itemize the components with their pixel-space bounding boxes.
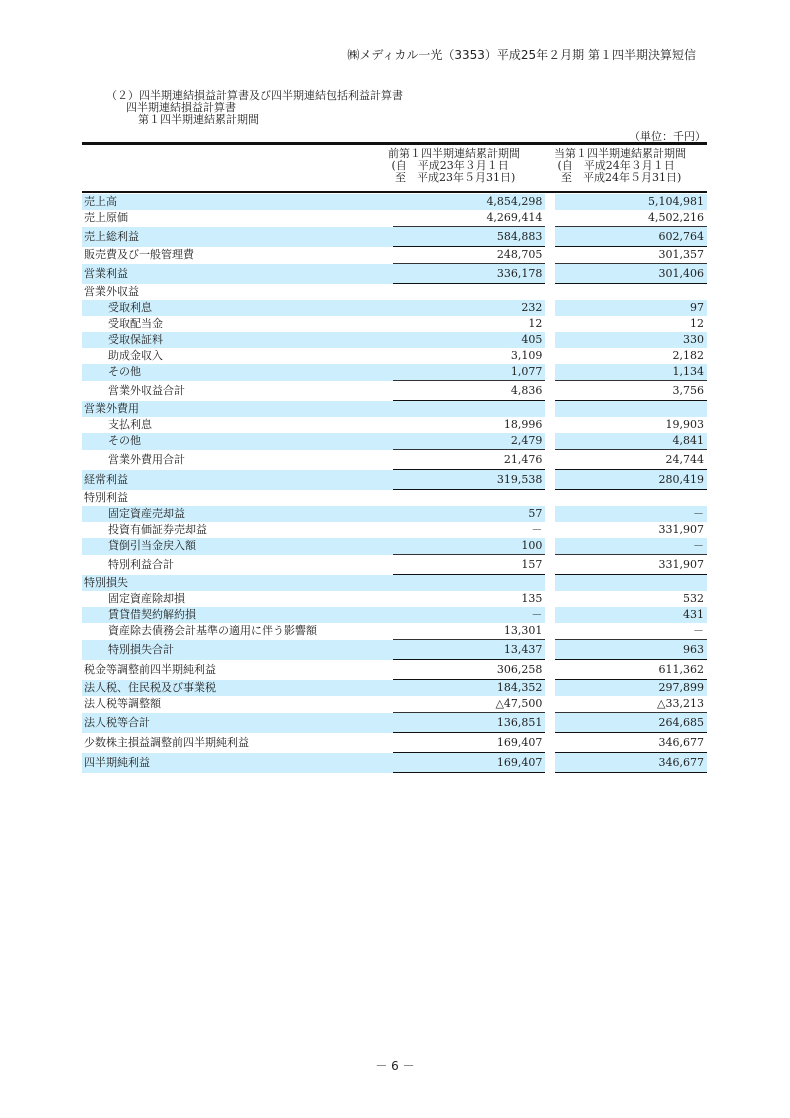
column-gap [545, 348, 554, 364]
income-statement-table [82, 194, 707, 773]
table-row [82, 381, 707, 401]
row-label: 特別利益合計 [108, 557, 174, 571]
row-label: 投資有価証券売却益 [108, 523, 207, 536]
column-gap [545, 640, 554, 660]
column-gap [545, 470, 554, 490]
curr-period-value: 301,357 [658, 248, 704, 261]
prev-period-value: 232 [393, 300, 545, 316]
row-label: 営業外費用 [82, 401, 393, 418]
curr-period-value: － [555, 538, 707, 555]
table-row [82, 210, 707, 227]
column-gap [545, 264, 554, 284]
column-gap [545, 607, 554, 623]
row-label: 経常利益 [82, 470, 393, 490]
row-label: 支払利息 [108, 418, 152, 431]
row-label: 売上原価 [84, 211, 128, 225]
row-label: 営業外収益合計 [108, 383, 185, 397]
column-gap [545, 522, 554, 538]
table-row [82, 364, 707, 381]
column-gap [545, 506, 554, 522]
table-row [82, 696, 707, 713]
row-label: 少数株主損益調整前四半期純利益 [84, 735, 249, 749]
prev-period-value [393, 575, 545, 592]
curr-period-value: 4,502,216 [648, 211, 704, 224]
curr-period-value: 3,756 [555, 381, 707, 401]
column-gap [545, 591, 554, 607]
curr-period-value: 280,419 [555, 470, 707, 490]
table-row [82, 316, 707, 332]
table-row [82, 753, 707, 773]
row-label: 法人税、住民税及び事業税 [82, 680, 393, 697]
unit-label: （単位：千円） [629, 130, 706, 143]
row-label: 営業利益 [82, 264, 393, 284]
column-gap [545, 401, 554, 418]
table-row [82, 401, 707, 418]
table-row [82, 660, 707, 680]
column-gap [545, 417, 554, 433]
row-label: 法人税等合計 [82, 713, 393, 733]
table-row [82, 538, 707, 555]
table-row [82, 522, 707, 538]
curr-period-value: 611,362 [555, 660, 707, 680]
prev-period-value: － [531, 523, 543, 536]
column-header-prev [388, 148, 558, 184]
row-label: 受取利息 [82, 300, 393, 316]
table-top-rule [82, 142, 707, 145]
prev-period-value: 4,836 [393, 381, 545, 401]
prev-period-value: 18,996 [503, 418, 543, 431]
curr-period-value: 19,903 [665, 418, 704, 431]
column-gap [545, 696, 554, 713]
curr-period-value: － [693, 624, 704, 637]
prev-period-value [393, 284, 545, 301]
table-row [82, 417, 707, 433]
table-row [82, 264, 707, 284]
column-gap [545, 300, 554, 316]
column-gap [545, 538, 554, 555]
table-row [82, 713, 707, 733]
curr-period-value: 330 [555, 332, 707, 348]
column-gap [545, 623, 554, 640]
column-header-line: 至 平成23年５月31日) [388, 171, 516, 184]
subsection-title: 四半期連結損益計算書 [126, 101, 236, 114]
table-row [82, 450, 707, 470]
row-label: 資産除去債務会計基準の適用に伴う影響額 [108, 624, 317, 638]
row-label: その他 [82, 433, 393, 450]
curr-period-value: 346,677 [555, 753, 707, 773]
table-row [82, 607, 707, 623]
row-label: 助成金収入 [108, 349, 163, 362]
curr-period-value: 602,764 [555, 227, 707, 247]
row-label: 固定資産売却益 [82, 506, 393, 522]
curr-period-value: 331,907 [658, 523, 704, 536]
table-row [82, 591, 707, 607]
column-gap [545, 575, 554, 592]
curr-period-value [555, 575, 707, 592]
row-label: 販売費及び一般管理費 [84, 248, 194, 261]
column-gap [545, 316, 554, 332]
row-label: 固定資産除却損 [108, 592, 185, 605]
prev-period-value: 169,407 [393, 753, 545, 773]
prev-period-value: 306,258 [393, 660, 545, 680]
column-header-line: (自 平成24年３月１日 [554, 159, 675, 172]
column-header-line: 前第１四半期連結累計期間 [388, 147, 520, 160]
section-title: （２）四半期連結損益計算書及び四半期連結包括利益計算書 [106, 89, 403, 102]
row-label: 貸倒引当金戻入額 [82, 538, 393, 555]
column-header-curr [554, 148, 724, 184]
header-rule [82, 191, 707, 193]
curr-period-value: 297,899 [555, 680, 707, 697]
page-number: － 6 － [375, 1059, 415, 1073]
prev-period-value: △47,500 [495, 697, 543, 710]
table-row [82, 227, 707, 247]
curr-period-value: － [555, 506, 707, 522]
column-gap [545, 194, 554, 210]
curr-period-value: 97 [555, 300, 707, 316]
curr-period-value: 12 [690, 317, 704, 330]
row-label: 受取配当金 [108, 317, 163, 330]
table-row [82, 433, 707, 450]
curr-period-value: △33,213 [657, 697, 704, 710]
column-gap [545, 247, 554, 264]
row-label: 売上総利益 [82, 227, 393, 247]
prev-period-value: 336,178 [393, 264, 545, 284]
table-row [82, 470, 707, 490]
column-gap [545, 227, 554, 247]
column-gap [545, 450, 554, 470]
row-label: 法人税等調整額 [84, 697, 161, 711]
curr-period-value: 532 [683, 592, 704, 605]
column-gap [545, 284, 554, 301]
prev-period-value: 4,854,298 [393, 194, 545, 210]
row-label: 四半期純利益 [82, 753, 393, 773]
curr-period-value: 331,907 [555, 555, 707, 575]
row-label: 営業外収益 [84, 284, 139, 298]
curr-period-value: 301,406 [555, 264, 707, 284]
prev-period-value: 136,851 [393, 713, 545, 733]
curr-period-value: 264,685 [555, 713, 707, 733]
curr-period-value [555, 490, 707, 507]
curr-period-value: 346,677 [555, 733, 707, 753]
row-label: 特別利益 [84, 490, 128, 504]
prev-period-value: 169,407 [393, 733, 545, 753]
table-row [82, 300, 707, 316]
prev-period-value: 2,479 [393, 433, 545, 450]
prev-period-value: 57 [393, 506, 545, 522]
row-label: 営業外費用合計 [108, 452, 185, 466]
curr-period-value: 5,104,981 [555, 194, 707, 210]
curr-period-value: 963 [555, 640, 707, 660]
table-row [82, 733, 707, 753]
column-gap [545, 490, 554, 507]
curr-period-value: 2,182 [672, 349, 704, 362]
prev-period-value: 405 [393, 332, 545, 348]
column-gap [545, 713, 554, 733]
prev-period-value: 157 [393, 555, 545, 575]
table-row [82, 680, 707, 697]
row-label: 売上高 [82, 194, 393, 210]
table-row [82, 623, 707, 640]
table-row [82, 332, 707, 348]
table-row [82, 555, 707, 575]
prev-period-value: 3,109 [510, 349, 543, 362]
column-gap [545, 733, 554, 753]
prev-period-value: 184,352 [393, 680, 545, 697]
column-gap [545, 210, 554, 227]
prev-period-value: 12 [528, 317, 543, 330]
row-label: 特別損失合計 [82, 640, 393, 660]
table-row [82, 284, 707, 301]
prev-period-value [393, 490, 545, 507]
column-gap [545, 381, 554, 401]
row-label: その他 [82, 364, 393, 381]
column-header-line: 当第１四半期連結累計期間 [554, 147, 686, 160]
table-row [82, 640, 707, 660]
table-row [82, 506, 707, 522]
prev-period-value: 248,705 [496, 248, 543, 261]
column-gap [545, 332, 554, 348]
row-label: 受取保証料 [82, 332, 393, 348]
column-header-line: (自 平成23年３月１日 [388, 159, 509, 172]
column-gap [545, 753, 554, 773]
table-row [82, 490, 707, 507]
curr-period-value [555, 401, 707, 418]
prev-period-value: 584,883 [393, 227, 545, 247]
curr-period-value: 431 [555, 607, 707, 623]
prev-period-value: 13,301 [503, 624, 543, 637]
column-gap [545, 660, 554, 680]
prev-period-value: 4,269,414 [486, 211, 543, 224]
table-row [82, 575, 707, 592]
curr-period-value [555, 284, 707, 301]
prev-period-value: 319,538 [393, 470, 545, 490]
prev-period-value: 1,077 [393, 364, 545, 381]
row-label: 賃貸借契約解約損 [82, 607, 393, 623]
prev-period-value: － [393, 607, 545, 623]
document-header: ㈱メディカル一光（3353）平成25年２月期 第１四半期決算短信 [347, 48, 696, 62]
curr-period-value: 24,744 [555, 450, 707, 470]
curr-period-value: 1,134 [555, 364, 707, 381]
table-row [82, 194, 707, 210]
prev-period-value: 135 [521, 592, 543, 605]
table-row [82, 247, 707, 264]
column-gap [545, 555, 554, 575]
prev-period-value: 13,437 [393, 640, 545, 660]
column-gap [545, 364, 554, 381]
column-header-line: 至 平成24年５月31日) [554, 171, 682, 184]
period-title: 第１四半期連結累計期間 [138, 113, 259, 126]
row-label: 特別損失 [82, 575, 393, 592]
column-gap [545, 433, 554, 450]
table-row [82, 348, 707, 364]
curr-period-value: 4,841 [555, 433, 707, 450]
prev-period-value: 21,476 [393, 450, 545, 470]
prev-period-value: 100 [393, 538, 545, 555]
row-label: 税金等調整前四半期純利益 [84, 662, 216, 676]
column-gap [545, 680, 554, 697]
prev-period-value [393, 401, 545, 418]
